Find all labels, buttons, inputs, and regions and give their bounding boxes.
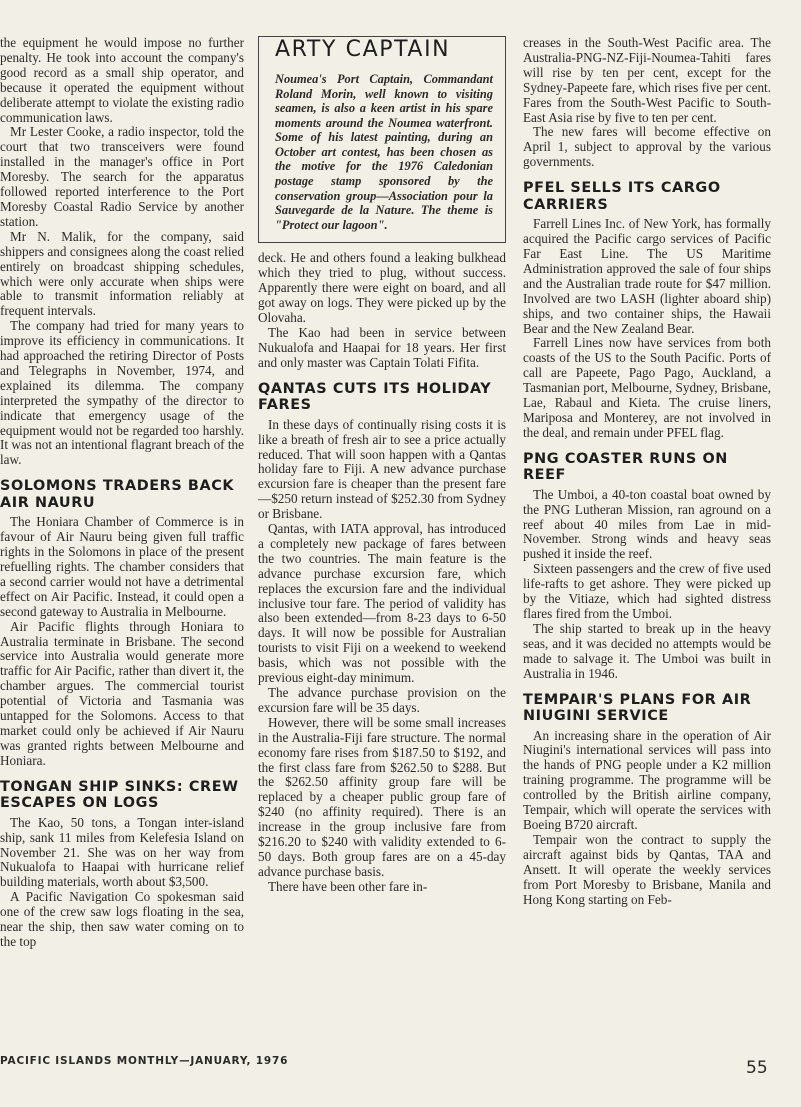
box-text: Noumea's Port Captain, Commandant Roland Morin, well known to visiting seamen, is also a keen artist in his spare moments around the Noumea waterfront. Some of his latest painting, during an October art contest, has been chosen as the motive for the 1976 Caledonian postage stamp sponsored by the conservation group—Association pour la Sauvegarde de la Nature. The theme is "Protect our lagoon". <box>275 71 493 232</box>
article-paragraph: Farrell Lines Inc. of New York, has formally acquired the Pacific cargo services of Pacific Far East Line. The US Maritime Administration approved the sale of four ships and the Australian trade route for $47 million. Involved are two LASH (lighter aboard ship) ships, and two container ships, the Hawaii Bear and the New Zealand Bear. <box>523 216 771 336</box>
article-paragraph: The advance purchase provision on the excursion fare will be 35 days. <box>258 685 506 715</box>
article-paragraph: A Pacific Navigation Co spokesman said one of the crew saw logs floating in the sea, near the ship, then saw water coming on to the top <box>0 889 244 949</box>
headline-tongan-ship: TONGAN SHIP SINKS: CREW ESCAPES ON LOGS <box>0 778 239 812</box>
article-paragraph: deck. He and others found a leaking bulkhead which they tried to plug, without success. Apparently there were eight on board, and all got away on logs. They were picked up by the Olovaha. <box>258 250 506 326</box>
article-paragraph: Sixteen passengers and the crew of five used life-rafts to get ashore. They were picked up by the Vitiaze, which had sighted distress flares fired from the Umboi. <box>523 561 771 621</box>
article-paragraph: Tempair won the contract to supply the aircraft against bids by Qantas, TAA and Ansett. It will operate the weekly services from Port Moresby to Brisbane, Manila and Hong Kong starting on Feb- <box>523 831 771 907</box>
article-paragraph: The Kao, 50 tons, a Tongan inter-island ship, sank 11 miles from Kelefesia Island on November 21. She was on her way from Nukualofa to Haapai with hurricane relief building materials, worth about $3,500. <box>0 814 244 890</box>
arty-captain-box <box>258 36 506 243</box>
box-title: ARTY CAPTAIN <box>275 37 451 62</box>
article-paragraph: Farrell Lines now have services from both coasts of the US to the South Pacific. Ports of call are Papeete, Pago Pago, Auckland, a Tasmanian port, Melbourne, Sydney, Brisbane, Lae, Rabaul and Kieta. The cruise liners, Mariposa and Monterey, are not involved in the deal, and remain under PFEL flag. <box>523 335 771 440</box>
article-paragraph: An increasing share in the operation of Air Niugini's international services will pass into the hands of PNG people under a K2 million training programme. The programme will be controlled by the British airline company, Tempair, which will operate the services with Boeing B720 aircraft. <box>523 727 771 832</box>
article-paragraph: the equipment he would impose no further penalty. He took into account the company's good record as a small ship operator, and because it operated the equipment without deliberate attempt to violate the existing radio communication laws. <box>0 35 244 125</box>
column-1 <box>0 36 244 950</box>
article-paragraph: The new fares will become effective on April 1, subject to approval by the various governments. <box>523 124 771 170</box>
article-paragraph: The ship started to break up in the heavy seas, and it was decided no attempts would be made to salvage it. The Umboi was built in Australia in 1946. <box>523 620 771 681</box>
column-2 <box>258 36 506 895</box>
article-paragraph: Mr Lester Cooke, a radio inspector, told the court that two transceivers were found installed in the manager's office in Port Moresby. The search for the apparatus followed reported interference to the Port Moresby Coastal Radio Service by another station. <box>0 124 244 229</box>
article-paragraph: Qantas, with IATA approval, has introduced a completely new package of fares between the two countries. The main feature is the advance purchase excursion fare, which replaces the excursion fare and the individual inclusive tour fare. The period of validity has also been extended—from 8-23 days to 6-50 days. It will now be possible for Australian tourists to visit Fiji on a weekend to weekend basis, which was not possible with the previous eight-day minimum. <box>258 521 506 686</box>
article-paragraph: However, there will be some small increases in the Australia-Fiji fare structure. The normal economy fare rises from $187.50 to $192, and the first class fare from $262.50 to $288. But the $262.50 affinity group fare will be replaced by a cheaper public group fare of $240 (no affinity required). There is an increase in the group inclusive fare from $216.20 to $240 with validity extended to 6-50 days. Both group fares are on a 45-day advance purchase basis. <box>258 714 506 879</box>
headline-tempair: TEMPAIR'S PLANS FOR AIR NIUGINI SERVICE <box>523 691 752 725</box>
headline-qantas: QANTAS CUTS ITS HOLIDAY FARES <box>258 380 492 414</box>
article-paragraph: The Kao had been in service between Nukualofa and Haapai for 18 years. Her first and only master was Captain Tolati Fifita. <box>258 324 506 370</box>
article-paragraph: In these days of continually rising costs it is like a breath of fresh air to see a price actually reduced. That will soon happen with a Qantas holiday fare to Fiji. A new advance purchase excursion fare is cheaper than the present fare—$250 return instead of $252.30 from Sydney or Brisbane. <box>258 416 506 522</box>
column-3 <box>523 36 771 907</box>
headline-png-coaster: PNG COASTER RUNS ON REEF <box>523 450 728 484</box>
page-number: 55 <box>746 1058 768 1078</box>
article-paragraph: The Umboi, a 40-ton coastal boat owned by the PNG Lutheran Mission, ran aground on a reef about 40 miles from Lae in mid-November. Strong winds and heavy seas pushed it inside the reef. <box>523 486 771 562</box>
article-paragraph: creases in the South-West Pacific area. The Australia-PNG-NZ-Fiji-Noumea-Tahiti fares will rise by ten per cent, except for the Sydney-Papeete fare, which rises five per cent. Fares from the South-West Pacific to South-East Asia rise by five to ten per cent. <box>523 35 771 125</box>
publication-footer: PACIFIC ISLANDS MONTHLY—JANUARY, 1976 <box>0 1055 289 1067</box>
article-paragraph: Air Pacific flights through Honiara to Australia terminate in Brisbane. The second service into Australia would generate more traffic for Air Pacific, rather than divert it, the chamber argues. The commercial tourist potential of Victoria and Tasmania was untapped for the Solomons. Access to that market could only be achieved if Air Nauru was granted rights between Melbourne and Honiara. <box>0 618 244 768</box>
article-paragraph: Mr N. Malik, for the company, said shippers and consignees along the coast relied entirely on broadcast shipping schedules, which were only accurate when ships were able to transmit information reliably at frequent intervals. <box>0 228 244 319</box>
headline-pfel: PFEL SELLS ITS CARGO CARRIERS <box>523 180 721 213</box>
article-paragraph: The company had tried for many years to improve its efficiency in communications. It had approached the retiring Director of Posts and Telegraphs in November, 1974, and explained its dilemma. The company interpreted the sympathy of the director to indicate that emergency usage of the equipment would not be regarded too harshly. It was not an intentional flagrant breach of the law. <box>0 318 244 468</box>
article-paragraph: The Honiara Chamber of Commerce is in favour of Air Nauru being given full traffic rights in the Solomons in place of the present refuelling rights. The chamber considers that a second carrier would not have a detrimental effect on Air Pacific. Instead, it could open a second gateway to Australia in Melbourne. <box>0 514 244 619</box>
article-paragraph: There have been other fare in- <box>268 878 428 894</box>
headline-solomons: SOLOMONS TRADERS BACK AIR NAURU <box>0 478 235 511</box>
